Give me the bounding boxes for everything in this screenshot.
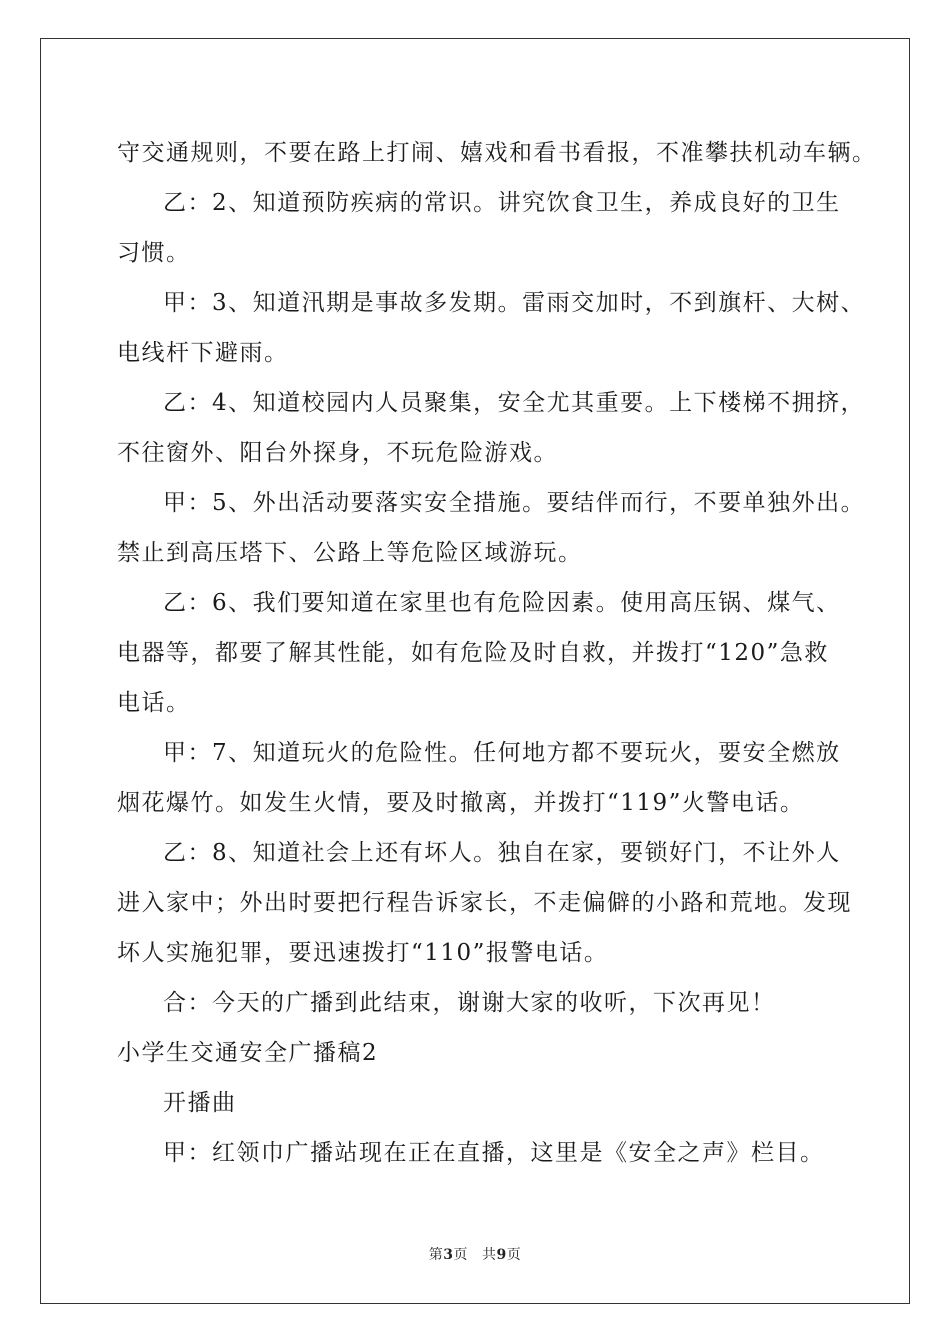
paragraph-line: 乙：4、知道校园内人员聚集，安全尤其重要。上下楼梯不拥挤， bbox=[163, 390, 866, 416]
footer-page-number: 3 bbox=[443, 1247, 454, 1263]
paragraph-line: 甲：5、外出活动要落实安全措施。要结伴而行，不要单独外出。 bbox=[163, 490, 866, 516]
paragraph-continuation-line: 电器等，都要了解其性能，如有危险及时自救，并拨打“120”急救 bbox=[117, 640, 829, 666]
paragraph-line: 甲：7、知道玩火的危险性。任何地方都不要玩火，要安全燃放 bbox=[163, 740, 841, 766]
paragraph-line: 小学生交通安全广播稿2 bbox=[117, 1040, 379, 1066]
footer-total-suffix: 页 bbox=[506, 1247, 522, 1263]
paragraph-continuation-line: 进入家中；外出时要把行程告诉家长，不走偏僻的小路和荒地。发现 bbox=[117, 890, 852, 916]
document-body bbox=[117, 128, 877, 1178]
footer-page-suffix: 页 bbox=[453, 1247, 468, 1263]
paragraph-line: 乙：8、知道社会上还有坏人。独自在家，要锁好门，不让外人 bbox=[163, 840, 841, 866]
footer-total-pages: 9 bbox=[496, 1247, 507, 1263]
paragraph-line: 合：今天的广播到此结束，谢谢大家的收听，下次再见！ bbox=[163, 990, 776, 1016]
paragraph-continuation-line: 电线杆下避雨。 bbox=[117, 340, 289, 366]
paragraph-line: 乙：2、知道预防疾病的常识。讲究饮食卫生，养成良好的卫生 bbox=[163, 190, 841, 216]
paragraph-continuation-line: 坏人实施犯罪，要迅速拨打“110”报警电话。 bbox=[117, 940, 609, 966]
paragraph-line: 开播曲 bbox=[163, 1090, 237, 1116]
paragraph-continuation-line: 烟花爆竹。如发生火情，要及时撤离，并拨打“119”火警电话。 bbox=[117, 790, 805, 816]
paragraph-line: 乙：6、我们要知道在家里也有危险因素。使用高压锅、煤气、 bbox=[163, 590, 841, 616]
paragraph-continuation-line: 禁止到高压塔下、公路上等危险区域游玩。 bbox=[117, 540, 583, 566]
paragraph-continuation-line: 习惯。 bbox=[117, 240, 191, 266]
paragraph-continuation-line: 电话。 bbox=[117, 690, 191, 716]
page-footer bbox=[0, 1244, 950, 1264]
paragraph-line: 守交通规则，不要在路上打闹、嬉戏和看书看报，不准攀扶机动车辆。 bbox=[117, 140, 877, 166]
footer-total-prefix: 共 bbox=[482, 1247, 497, 1263]
footer-page-prefix: 第 bbox=[428, 1247, 444, 1263]
paragraph-continuation-line: 不往窗外、阳台外探身，不玩危险游戏。 bbox=[117, 440, 558, 466]
paragraph-line: 甲：3、知道汛期是事故多发期。雷雨交加时，不到旗杆、大树、 bbox=[163, 290, 866, 316]
paragraph-line: 甲：红领巾广播站现在正在直播，这里是《安全之声》栏目。 bbox=[163, 1140, 825, 1166]
